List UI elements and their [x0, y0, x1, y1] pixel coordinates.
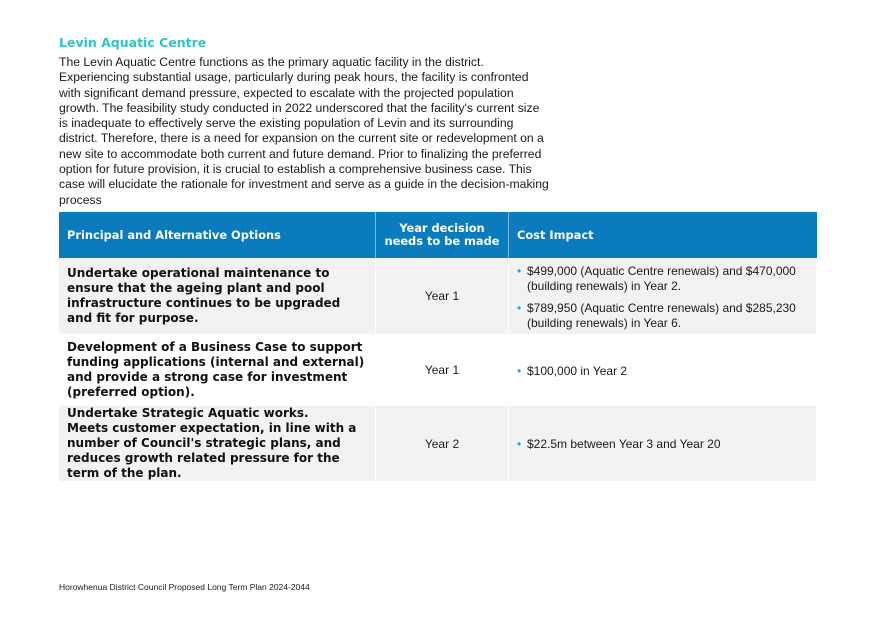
bullet-icon: •: [517, 301, 522, 315]
cost-cell: [509, 334, 817, 406]
option-line: Meets customer expectation, in line with a number of Council's strategic plans, and reduces growth related pressure for the term of the plan.: [67, 421, 357, 480]
cost-list: [515, 264, 810, 330]
cost-list: [515, 437, 810, 452]
table-row: [59, 406, 817, 481]
year-cell: Year 2: [376, 406, 509, 481]
option-line: Undertake Strategic Aquatic works.: [67, 406, 309, 420]
cost-cell: [509, 406, 817, 481]
intro-paragraph: The Levin Aquatic Centre functions as the primary aquatic facility in the district. Experiencing substantial usage, particularly during peak hours, the facility is confronted with significant demand pressure, expected to escalate with the projected population growth. The feasibility study conducted in 2022 underscored that the facility's current size is inadequate to effectively serve the existing population of Levin and its surrounding district. Therefore, there is a need for expansion on the current site or redevelopment on a new site to accommodate both current and future demand. Prior to finalizing the preferred option for future provision, it is crucial to establish a comprehensive business case. This case will elucidate the rationale for investment and serve as a guide in the decision-making process: [59, 55, 549, 207]
header-cost: Cost Impact: [509, 212, 817, 258]
cost-item: [515, 364, 810, 379]
cost-cell: [509, 258, 817, 334]
option-cell: [59, 406, 376, 481]
cost-item: [515, 264, 810, 293]
options-table: [59, 212, 817, 481]
option-cell: Development of a Business Case to support funding applications (internal and external) and provide a strong case for investment (preferred option).: [59, 334, 376, 406]
cost-item: [515, 301, 810, 330]
table-row: [59, 258, 817, 334]
cost-text: $100,000 in Year 2: [527, 363, 628, 378]
year-cell: Year 1: [376, 258, 509, 334]
cost-list: [515, 364, 810, 379]
section-heading: Levin Aquatic Centre: [59, 35, 207, 50]
page-footer: Horowhenua District Council Proposed Long Term Plan 2024-2044: [59, 582, 310, 592]
year-cell: Year 1: [376, 334, 509, 406]
cost-text: $499,000 (Aquatic Centre renewals) and $470,000 (building renewals) in Year 2.: [527, 264, 796, 293]
bullet-icon: •: [517, 264, 522, 278]
option-cell: Undertake operational maintenance to ensure that the ageing plant and pool infrastructure continues to be upgraded and fit for purpose.: [59, 258, 376, 334]
bullet-icon: •: [517, 437, 522, 452]
cost-text: $789,950 (Aquatic Centre renewals) and $285,230 (building renewals) in Year 6.: [527, 301, 796, 330]
cost-text: $22.5m between Year 3 and Year 20: [527, 437, 721, 452]
bullet-icon: •: [517, 363, 522, 378]
header-options: Principal and Alternative Options: [59, 212, 376, 258]
header-year: Year decision needs to be made: [376, 212, 509, 258]
cost-item: [515, 437, 810, 452]
table-header-row: [59, 212, 817, 258]
table-row: [59, 334, 817, 406]
